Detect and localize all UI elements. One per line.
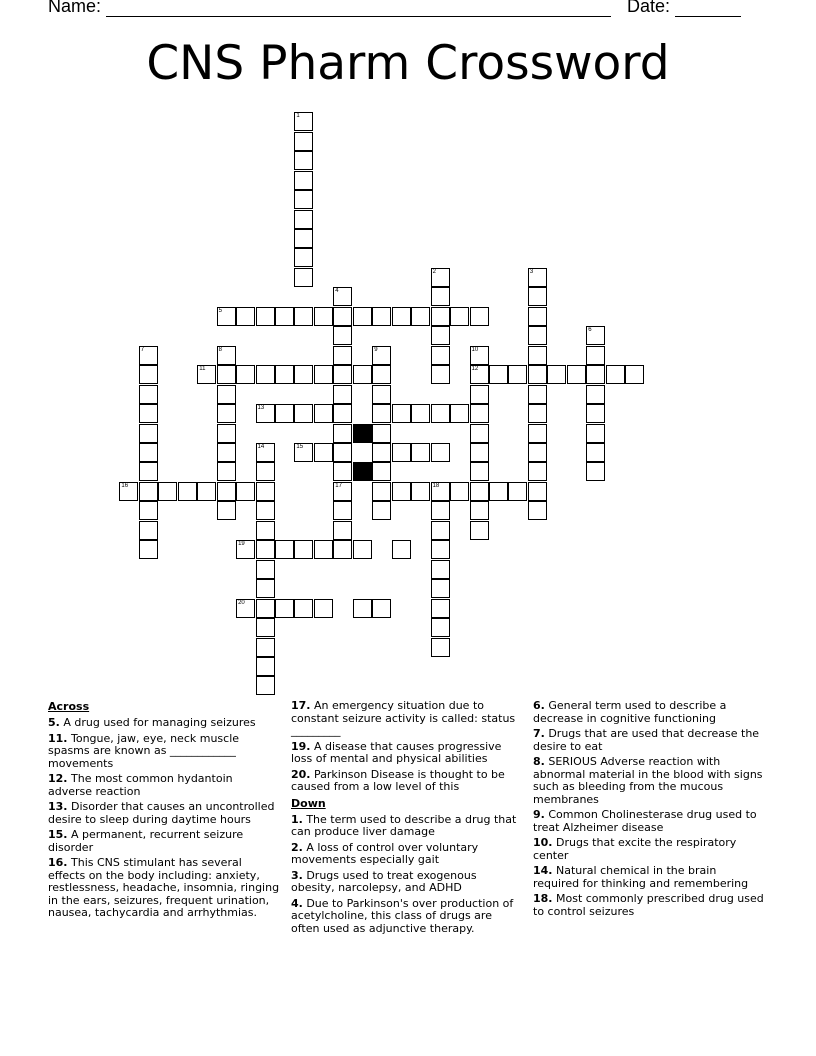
clue-item	[533, 700, 765, 725]
crossword-cell[interactable]	[528, 404, 547, 423]
crossword-cell[interactable]	[392, 443, 411, 462]
crossword-cell[interactable]	[372, 365, 391, 384]
crossword-cell[interactable]	[470, 424, 489, 443]
crossword-cell[interactable]	[470, 365, 489, 384]
crossword-cell[interactable]	[294, 151, 313, 170]
crossword-cell[interactable]	[333, 462, 352, 481]
clue-number-label: 12.	[48, 772, 68, 785]
clue-number: 18	[432, 482, 440, 489]
down-clue-list-continued	[533, 700, 765, 918]
clue-text: Drugs used to treat exogenous obesity, narcolepsy, and ADHD	[291, 868, 477, 894]
clue-item	[291, 870, 523, 895]
crossword-cell[interactable]	[256, 307, 275, 326]
clue-item	[291, 769, 523, 794]
crossword-cell[interactable]	[528, 268, 547, 287]
crossword-cell[interactable]	[119, 482, 138, 501]
crossword-cell[interactable]	[586, 385, 605, 404]
crossword-cell[interactable]	[256, 579, 275, 598]
crossword-cell[interactable]	[236, 599, 255, 618]
clue-number: 8	[218, 346, 222, 353]
crossword-cell[interactable]	[431, 638, 450, 657]
crossword-cell[interactable]	[372, 482, 391, 501]
clue-text: SERIOUS Adverse reaction with abnormal material in the blood with signs such as bleeding from the mucous membranes	[533, 755, 763, 806]
crossword-cell[interactable]	[411, 443, 430, 462]
crossword-cell[interactable]	[470, 482, 489, 501]
crossword-cell[interactable]	[450, 404, 469, 423]
clue-text: Tongue, jaw, eye, neck muscle spasms are known as ____________ movements	[48, 731, 240, 770]
crossword-cell[interactable]	[314, 404, 333, 423]
clue-text: A drug used for managing seizures	[59, 716, 256, 729]
clue-text: A disease that causes progressive loss of mental and physical abilities	[291, 739, 502, 765]
crossword-cell[interactable]	[625, 365, 644, 384]
crossword-cell[interactable]	[372, 462, 391, 481]
crossword-cell[interactable]	[217, 346, 236, 365]
crossword-cell[interactable]	[294, 248, 313, 267]
crossword-cell[interactable]	[431, 326, 450, 345]
clue-item	[48, 717, 280, 730]
clue-text: This CNS stimulant has several effects on the body including: anxiety, restlessness, headache, insomnia, ringing in the ears, seizures, frequent urination, nausea, tachycardia and arrhythmias.	[48, 856, 280, 919]
crossword-cell[interactable]	[431, 404, 450, 423]
crossword-cell[interactable]	[197, 482, 216, 501]
crossword-cell[interactable]	[431, 521, 450, 540]
clue-text: A loss of control over voluntary movements especially gait	[291, 840, 479, 866]
clue-text: Common Cholinesterase drug used to treat Alzheimer disease	[533, 808, 757, 834]
crossword-cell[interactable]	[450, 307, 469, 326]
crossword-cell[interactable]	[431, 287, 450, 306]
crossword-cell[interactable]	[411, 307, 430, 326]
crossword-cell[interactable]	[333, 365, 352, 384]
crossword-cell[interactable]	[528, 326, 547, 345]
date-label: Date:	[627, 0, 671, 16]
across-clues-column	[48, 700, 280, 923]
clue-item	[48, 829, 280, 854]
crossword-cell[interactable]	[431, 482, 450, 501]
crossword-cell[interactable]	[431, 307, 450, 326]
clue-number: 7	[140, 346, 145, 353]
crossword-cell[interactable]	[586, 346, 605, 365]
clue-text: Disorder that causes an uncontrolled desire to sleep during daytime hours	[48, 800, 275, 826]
crossword-cell[interactable]	[158, 482, 177, 501]
clue-number: 20	[238, 599, 245, 606]
crossword-cell[interactable]	[372, 424, 391, 443]
crossword-cell[interactable]	[586, 424, 605, 443]
clue-number-label: 9.	[533, 808, 545, 821]
crossword-cell[interactable]	[333, 521, 352, 540]
crossword-cell[interactable]	[294, 540, 313, 559]
clue-number: 9	[374, 346, 378, 353]
crossword-cell[interactable]	[294, 365, 313, 384]
crossword-cell[interactable]	[528, 501, 547, 520]
clue-text: An emergency situation due to constant seizure activity is called: status _________	[291, 699, 516, 737]
crossword-cell[interactable]	[314, 365, 333, 384]
crossword-cell[interactable]	[275, 540, 294, 559]
crossword-cell[interactable]	[217, 443, 236, 462]
clue-item	[291, 842, 523, 867]
crossword-cell[interactable]	[508, 482, 527, 501]
crossword-cell[interactable]	[139, 365, 158, 384]
crossword-cell[interactable]	[586, 404, 605, 423]
across-clue-list	[48, 717, 280, 920]
clue-item	[533, 837, 765, 862]
crossword-cell[interactable]	[353, 540, 372, 559]
crossword-cell[interactable]	[294, 132, 313, 151]
clue-number: 16	[121, 482, 129, 489]
crossword-cell[interactable]	[470, 404, 489, 423]
crossword-cell[interactable]	[236, 365, 255, 384]
crossword-cell[interactable]	[586, 462, 605, 481]
clue-number: 4	[335, 288, 339, 295]
down-heading: Down	[291, 796, 326, 810]
crossword-cell[interactable]	[139, 385, 158, 404]
clue-text: Parkinson Disease is thought to be caused from a low level of this	[291, 767, 505, 793]
clue-number-label: 5.	[48, 716, 60, 729]
crossword-cell[interactable]	[470, 501, 489, 520]
crossword-cell[interactable]	[586, 443, 605, 462]
down-clues-column	[533, 700, 765, 921]
crossword-cell[interactable]	[256, 443, 275, 462]
crossword-cell[interactable]	[217, 365, 236, 384]
clue-text: Natural chemical in the brain required for thinking and remembering	[533, 864, 749, 890]
crossword-cell[interactable]	[528, 443, 547, 462]
crossword-cell[interactable]	[314, 599, 333, 618]
clue-text: The most common hydantoin adverse reaction	[48, 772, 233, 798]
across-clue-list-continued	[291, 700, 523, 794]
crossword-cell[interactable]	[392, 540, 411, 559]
name-label: Name:	[48, 0, 102, 16]
crossword-cell[interactable]	[470, 521, 489, 540]
crossword-cell[interactable]	[256, 482, 275, 501]
clue-number-label: 16.	[48, 856, 68, 869]
clue-item	[533, 809, 765, 834]
crossword-cell[interactable]	[217, 482, 236, 501]
crossword-cell[interactable]	[411, 404, 430, 423]
crossword-cell[interactable]	[275, 404, 294, 423]
crossword-cell[interactable]	[606, 365, 625, 384]
clue-number-label: 2.	[291, 840, 303, 854]
crossword-cell[interactable]	[528, 385, 547, 404]
crossword-cell[interactable]	[333, 540, 352, 559]
crossword-cell[interactable]	[586, 326, 605, 345]
crossword-cell[interactable]	[139, 482, 158, 501]
crossword-cell[interactable]	[372, 385, 391, 404]
crossword-cell[interactable]	[139, 404, 158, 423]
crossword-cell[interactable]	[217, 462, 236, 481]
clue-number-label: 7.	[533, 727, 545, 740]
crossword-block-cell	[353, 424, 372, 443]
crossword-cell[interactable]	[139, 346, 158, 365]
clue-number: 5	[218, 307, 222, 314]
crossword-cell[interactable]	[392, 307, 411, 326]
crossword-cell[interactable]	[333, 501, 352, 520]
clue-number: 10	[471, 346, 479, 353]
crossword-cell[interactable]	[431, 560, 450, 579]
clue-number: 17	[335, 482, 342, 489]
crossword-cell[interactable]	[372, 346, 391, 365]
crossword-cell[interactable]	[139, 521, 158, 540]
crossword-cell[interactable]	[294, 112, 313, 131]
clue-item	[291, 898, 523, 936]
clue-item	[291, 814, 523, 839]
crossword-cell[interactable]	[236, 482, 255, 501]
clue-number-label: 19.	[291, 739, 311, 753]
crossword-cell[interactable]	[294, 404, 313, 423]
crossword-cell[interactable]	[139, 462, 158, 481]
clue-number-label: 13.	[48, 800, 68, 813]
clue-number-label: 17.	[291, 699, 311, 712]
crossword-cell[interactable]	[294, 171, 313, 190]
crossword-cell[interactable]	[372, 443, 391, 462]
crossword-cell[interactable]	[333, 287, 352, 306]
crossword-cell[interactable]	[489, 365, 508, 384]
crossword-cell[interactable]	[431, 501, 450, 520]
crossword-cell[interactable]	[217, 404, 236, 423]
crossword-cell[interactable]	[431, 365, 450, 384]
crossword-cell[interactable]	[256, 618, 275, 637]
crossword-cell[interactable]	[333, 346, 352, 365]
clue-number-label: 4.	[291, 896, 303, 910]
crossword-cell[interactable]	[256, 404, 275, 423]
clue-text: Due to Parkinson's over production of acetylcholine, this class of drugs are often used as adjunctive therapy.	[291, 896, 514, 935]
crossword-cell[interactable]	[294, 599, 313, 618]
crossword-cell[interactable]	[353, 307, 372, 326]
crossword-cell[interactable]	[139, 424, 158, 443]
clue-text: Drugs that excite the respiratory center	[533, 836, 737, 862]
crossword-cell[interactable]	[294, 307, 313, 326]
crossword-cell[interactable]	[217, 385, 236, 404]
crossword-cell[interactable]	[567, 365, 586, 384]
clue-item	[48, 773, 280, 798]
crossword-cell[interactable]	[528, 307, 547, 326]
crossword-cell[interactable]	[333, 307, 352, 326]
crossword-cell[interactable]	[139, 501, 158, 520]
crossword-cell[interactable]	[236, 540, 255, 559]
crossword-cell[interactable]	[450, 482, 469, 501]
clues-column-middle	[291, 700, 523, 938]
crossword-cell[interactable]	[294, 229, 313, 248]
crossword-cell[interactable]	[431, 599, 450, 618]
crossword-cell[interactable]	[431, 618, 450, 637]
clue-number: 3	[529, 268, 534, 275]
clue-number-label: 1.	[291, 812, 303, 826]
crossword-cell[interactable]	[139, 540, 158, 559]
clue-item	[48, 857, 280, 920]
crossword-cell[interactable]	[431, 540, 450, 559]
crossword-cell[interactable]	[256, 501, 275, 520]
crossword-cell[interactable]	[256, 365, 275, 384]
crossword-cell[interactable]	[256, 521, 275, 540]
crossword-cell[interactable]	[470, 385, 489, 404]
crossword-cell[interactable]	[372, 307, 391, 326]
crossword-block-cell	[353, 462, 372, 481]
clue-number: 12	[471, 366, 479, 373]
clue-number: 14	[257, 443, 265, 450]
crossword-cell[interactable]	[431, 443, 450, 462]
crossword-cell[interactable]	[256, 540, 275, 559]
crossword-cell[interactable]	[528, 482, 547, 501]
crossword-cell[interactable]	[508, 365, 527, 384]
clue-number-label: 6.	[533, 699, 545, 712]
crossword-cell[interactable]	[217, 501, 236, 520]
clue-item	[533, 756, 765, 806]
crossword-cell[interactable]	[528, 287, 547, 306]
crossword-cell[interactable]	[470, 462, 489, 481]
crossword-cell[interactable]	[275, 365, 294, 384]
clue-number: 19	[238, 541, 245, 548]
crossword-cell[interactable]	[372, 501, 391, 520]
crossword-cell[interactable]	[470, 307, 489, 326]
page-title: CNS Pharm Crossword	[146, 36, 670, 91]
crossword-cell[interactable]	[217, 307, 236, 326]
crossword-cell[interactable]	[431, 579, 450, 598]
clue-item	[48, 801, 280, 826]
crossword-cell[interactable]	[528, 365, 547, 384]
clue-item	[291, 700, 523, 738]
crossword-cell[interactable]	[275, 599, 294, 618]
crossword-cell[interactable]	[528, 424, 547, 443]
crossword-cell[interactable]	[275, 307, 294, 326]
crossword-cell[interactable]	[586, 365, 605, 384]
crossword-cell[interactable]	[294, 190, 313, 209]
clue-number-label: 11.	[48, 731, 68, 745]
crossword-cell[interactable]	[353, 365, 372, 384]
clue-item	[291, 741, 523, 766]
clue-number-label: 20.	[291, 767, 311, 781]
crossword-cell[interactable]	[392, 482, 411, 501]
crossword-cell[interactable]	[197, 365, 216, 384]
crossword-cell[interactable]	[333, 326, 352, 345]
crossword-cell[interactable]	[372, 404, 391, 423]
crossword-cell[interactable]	[333, 385, 352, 404]
clue-number: 13	[257, 405, 265, 412]
clue-text: General term used to describe a decrease in cognitive functioning	[533, 699, 727, 725]
crossword-cell[interactable]	[333, 404, 352, 423]
clue-number: 15	[296, 443, 304, 450]
crossword-cell[interactable]	[256, 599, 275, 618]
crossword-cell[interactable]	[528, 462, 547, 481]
crossword-cell[interactable]	[314, 443, 333, 462]
crossword-cell[interactable]	[294, 210, 313, 229]
clue-number: 6	[588, 327, 592, 334]
crossword-cell[interactable]	[178, 482, 197, 501]
crossword-cell[interactable]	[528, 346, 547, 365]
clue-item	[533, 728, 765, 753]
clue-number-label: 15.	[48, 828, 68, 841]
crossword-cell[interactable]	[314, 540, 333, 559]
crossword-cell[interactable]	[139, 443, 158, 462]
clue-number: 1	[296, 113, 300, 120]
clue-number: 2	[432, 268, 436, 275]
clue-text: Most commonly prescribed drug used to control seizures	[533, 892, 764, 918]
clue-item	[533, 893, 765, 918]
clue-number-label: 10.	[533, 836, 553, 849]
clue-number: 11	[199, 366, 206, 373]
clue-number-label: 18.	[533, 892, 553, 905]
crossword-cell[interactable]	[256, 638, 275, 657]
crossword-cell[interactable]	[411, 482, 430, 501]
crossword-cell[interactable]	[489, 482, 508, 501]
crossword-cell[interactable]	[217, 424, 236, 443]
clue-text: A permanent, recurrent seizure disorder	[48, 828, 244, 854]
crossword-cell[interactable]	[470, 346, 489, 365]
crossword-cell[interactable]	[547, 365, 566, 384]
down-clue-list	[291, 814, 523, 936]
clue-number-label: 3.	[291, 868, 303, 882]
crossword-cell[interactable]	[431, 346, 450, 365]
crossword-cell[interactable]	[294, 443, 313, 462]
crossword-cell[interactable]	[431, 268, 450, 287]
crossword-cell[interactable]	[314, 307, 333, 326]
crossword-cell[interactable]	[333, 443, 352, 462]
clue-text: The term used to describe a drug that can produce liver damage	[291, 812, 517, 838]
clue-text: Drugs that are used that decrease the desire to eat	[533, 727, 760, 753]
clue-item	[48, 733, 280, 771]
crossword-cell[interactable]	[256, 560, 275, 579]
across-heading: Across	[48, 700, 90, 713]
crossword-cell[interactable]	[392, 404, 411, 423]
crossword-cell[interactable]	[256, 462, 275, 481]
crossword-cell[interactable]	[470, 443, 489, 462]
clue-item	[533, 865, 765, 890]
crossword-cell[interactable]	[333, 424, 352, 443]
clue-number-label: 14.	[533, 864, 553, 877]
crossword-cell[interactable]	[372, 599, 391, 618]
crossword-cell[interactable]	[353, 599, 372, 618]
crossword-cell[interactable]	[294, 268, 313, 287]
clue-number-label: 8.	[533, 755, 545, 768]
crossword-cell[interactable]	[256, 676, 275, 695]
crossword-cell[interactable]	[333, 482, 352, 501]
crossword-cell[interactable]	[256, 657, 275, 676]
crossword-cell[interactable]	[236, 307, 255, 326]
